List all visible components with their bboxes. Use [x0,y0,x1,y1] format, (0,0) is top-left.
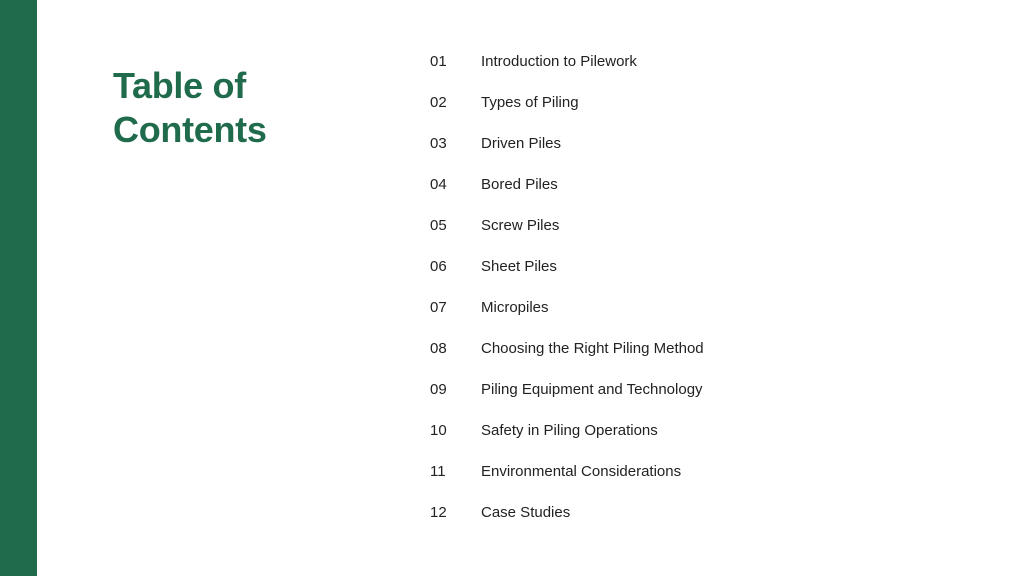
toc-item-label: Case Studies [481,504,571,521]
toc-item [430,287,950,328]
toc-item-label: Driven Piles [481,135,562,152]
toc-item-number: 01 [430,53,447,70]
toc-item-label: Bored Piles [481,176,558,193]
toc-item-number: 09 [430,381,447,398]
toc-item-number: 05 [430,217,447,234]
toc-item [430,410,950,451]
accent-side-bar [0,0,37,576]
toc-item-label: Environmental Considerations [481,463,682,480]
toc-item-number: 07 [430,299,447,316]
toc-item-label: Types of Piling [481,94,579,111]
toc-item-label: Micropiles [481,299,549,316]
toc-item [430,205,950,246]
toc-item [430,492,950,533]
toc-item [430,82,950,123]
toc-item-label: Sheet Piles [481,258,557,275]
toc-item [430,369,950,410]
toc-item [430,164,950,205]
page-title: Table of Contents [113,65,267,150]
toc-item-number: 06 [430,258,447,275]
toc-item-label: Introduction to Pilework [481,53,637,70]
toc-item [430,328,950,369]
toc-item-number: 03 [430,135,447,152]
toc-item-number: 04 [430,176,447,193]
toc-item-number: 08 [430,340,447,357]
toc-item-number: 11 [430,463,446,480]
toc-item-number: 02 [430,94,447,111]
toc-item-number: 10 [430,422,447,439]
table-of-contents-list [430,41,950,533]
toc-item-label: Choosing the Right Piling Method [481,340,704,357]
toc-item-label: Safety in Piling Operations [481,422,658,439]
toc-item [430,41,950,82]
toc-item [430,123,950,164]
toc-item-label: Piling Equipment and Technology [481,381,703,398]
toc-item-number: 12 [430,504,447,521]
toc-item [430,246,950,287]
toc-item [430,451,950,492]
toc-item-label: Screw Piles [481,217,560,234]
